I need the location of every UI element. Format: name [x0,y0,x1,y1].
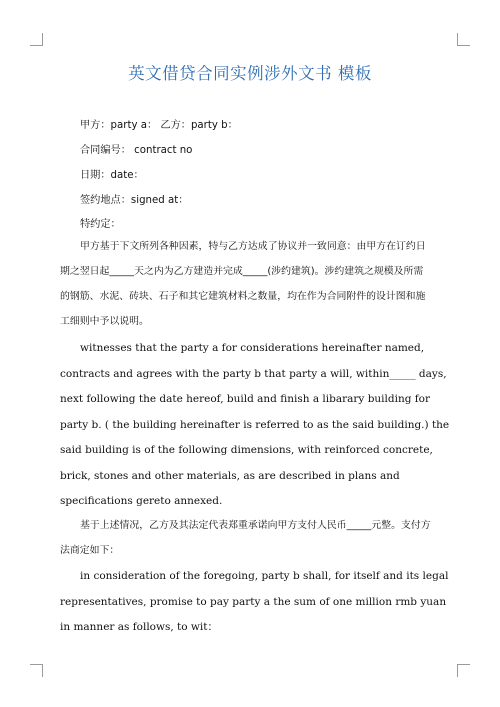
text-line: representatives, promise to pay party a the sum of one million rmb yuan [60,595,447,608]
chinese-paragraph-2 [60,513,442,563]
document-title: 英文借贷合同实例涉外文书 模板 [128,64,372,83]
text-line: 基于上述情况，乙方及其法定代表郑重承诺向甲方支付人民币_____元整。支付方 [80,520,431,531]
special-agreement-label: 特约定： [80,219,121,230]
chinese-paragraph-1 [60,234,442,334]
crop-mark-top-left [30,33,43,46]
signed-at-field: 签约地点：signed at： [80,195,189,206]
text-line: contracts and agrees with the party b that party a will, within_____ days, [60,367,447,380]
party-field: 甲方：party a： 乙方：party b： [80,120,238,131]
crop-mark-top-right [457,33,470,46]
text-line: said building is of the following dimensions, with reinforced concrete, [60,444,433,456]
english-paragraph-1 [60,336,450,515]
text-line: 甲方基于下文所列各种因素，特与乙方达成了协议并一致同意：由甲方在订约日 [80,241,426,252]
text-line: party b. ( the building hereinafter is referred to as the said building.) the [60,418,450,431]
text-line: next following the date hereof, build and finish a libarary building for [60,393,431,405]
text-line: 的钢筋、水泥、砖块、石子和其它建筑材料之数量，均在作为合同附件的设计图和施 [60,291,426,302]
crop-mark-bottom-left [30,664,43,677]
contract-no-field: 合同编号： contract no [80,145,193,156]
date-field: 日期：date： [80,170,144,181]
text-line: specifications gereto annexed. [60,495,223,507]
text-line: 工细则中予以说明。 [60,316,149,327]
text-line: in manner as follows, to wit： [60,621,218,633]
text-line: witnesses that the party a for considerations hereinafter named, [80,342,425,354]
crop-mark-bottom-right [457,664,470,677]
text-line: 期之翌日起_____天之内为乙方建造并完成_____(涉约建筑)。涉约建筑之规模及所需 [60,266,424,277]
text-line: in consideration of the foregoing, party b shall, for itself and its legal [80,570,449,582]
english-paragraph-2 [60,564,449,641]
text-line: 法商定如下： [60,545,120,556]
text-line: brick, stones and other materials, as are described in plans and [60,469,400,482]
